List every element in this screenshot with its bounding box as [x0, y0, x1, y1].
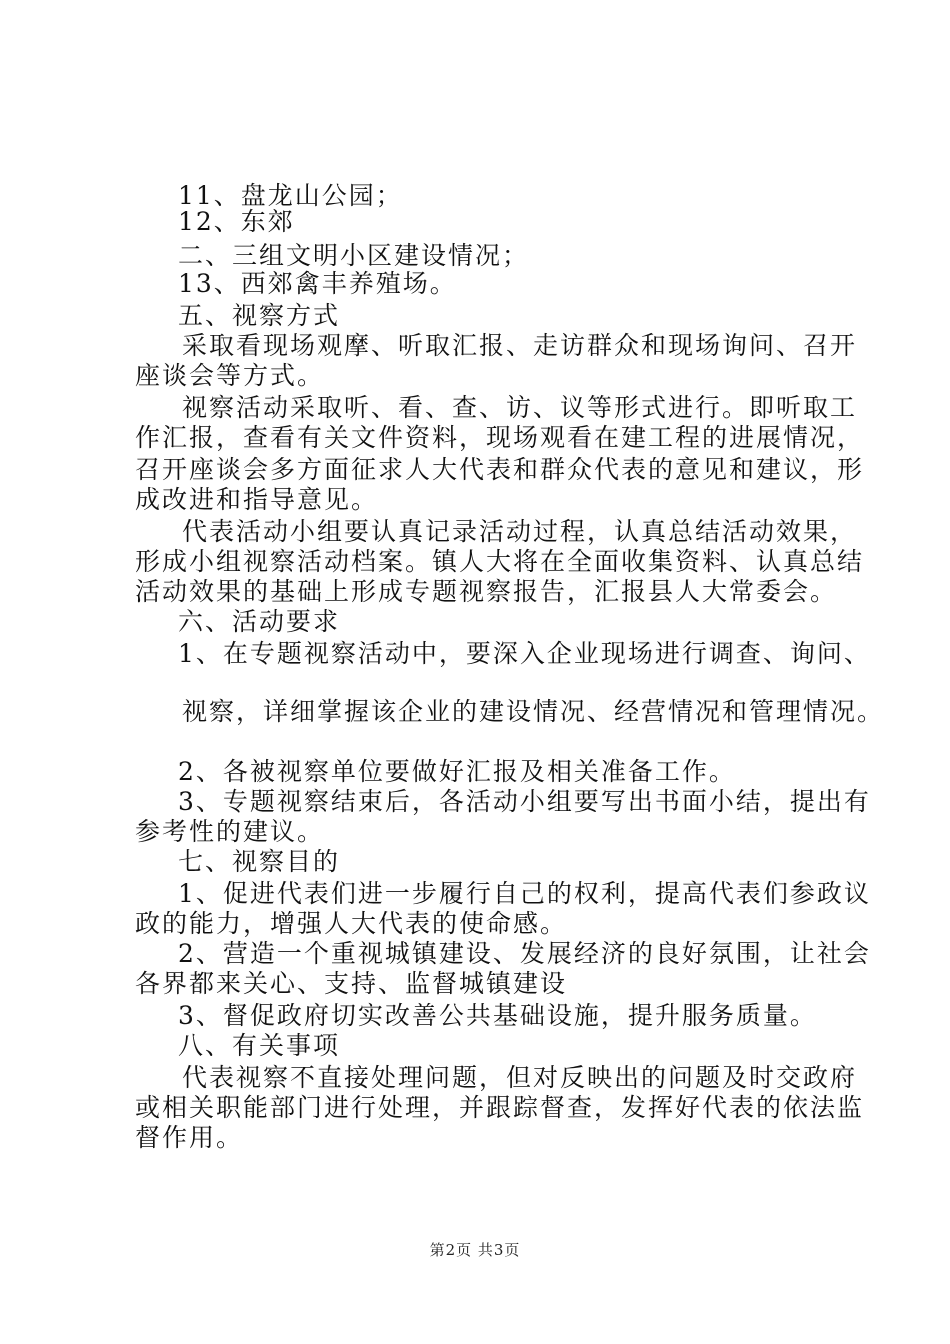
paragraph-line: 召开座谈会多方面征求人大代表和群众代表的意见和建议，形	[135, 455, 865, 484]
paragraph-line: 座谈会等方式。	[135, 361, 325, 390]
paragraph-line: 活动效果的基础上形成专题视察报告，汇报县人大常委会。	[135, 577, 838, 606]
section-heading-5: 五、视察方式	[178, 301, 341, 330]
list-item-12: 12、东郊	[178, 207, 295, 236]
section-heading-7: 七、视察目的	[178, 847, 341, 876]
list-item: 3、专题视察结束后，各活动小组要写出书面小结，提出有	[178, 787, 871, 816]
list-item: 1、促进代表们进一步履行自己的权利，提高代表们参政议	[178, 879, 871, 908]
list-item-continuation: 视察，详细掌握该企业的建设情况、经营情况和管理情况。	[182, 697, 885, 726]
paragraph-line: 视察活动采取听、看、查、访、议等形式进行。即听取工	[182, 393, 858, 422]
paragraph-line: 或相关职能部门进行处理，并跟踪督查，发挥好代表的依法监	[135, 1093, 865, 1122]
paragraph-line: 形成小组视察活动档案。镇人大将在全面收集资料、认真总结	[135, 547, 865, 576]
list-item: 3、督促政府切实改善公共基础设施，提升服务质量。	[178, 1001, 817, 1030]
list-item: 1、在专题视察活动中，要深入企业现场进行调查、询问、	[178, 639, 871, 668]
list-item-13: 13、西郊禽丰养殖场。	[178, 269, 457, 298]
list-item-group2: 二、三组文明小区建设情况；	[178, 241, 530, 270]
list-item-continuation: 政的能力，增强人大代表的使命感。	[135, 909, 568, 938]
paragraph-line: 代表活动小组要认真记录活动过程，认真总结活动效果，	[182, 517, 858, 546]
paragraph-line: 作汇报，查看有关文件资料，现场观看在建工程的进展情况，	[135, 423, 865, 452]
paragraph-line: 采取看现场观摩、听取汇报、走访群众和现场询问、召开	[182, 331, 858, 360]
list-item: 2、各被视察单位要做好汇报及相关准备工作。	[178, 757, 736, 786]
list-item-continuation: 各界都来关心、支持、监督城镇建设	[135, 969, 568, 998]
paragraph-line: 成改进和指导意见。	[135, 485, 379, 514]
section-heading-8: 八、有关事项	[178, 1031, 341, 1060]
page-number-footer: 第2页 共3页	[429, 1241, 521, 1259]
list-item-11: 11、盘龙山公园；	[178, 181, 403, 210]
section-heading-6: 六、活动要求	[178, 607, 341, 636]
paragraph-line: 督作用。	[135, 1123, 244, 1152]
list-item: 2、营造一个重视城镇建设、发展经济的良好氛围，让社会	[178, 939, 871, 968]
list-item-continuation: 参考性的建议。	[135, 817, 325, 846]
paragraph-line: 代表视察不直接处理问题，但对反映出的问题及时交政府	[182, 1063, 858, 1092]
